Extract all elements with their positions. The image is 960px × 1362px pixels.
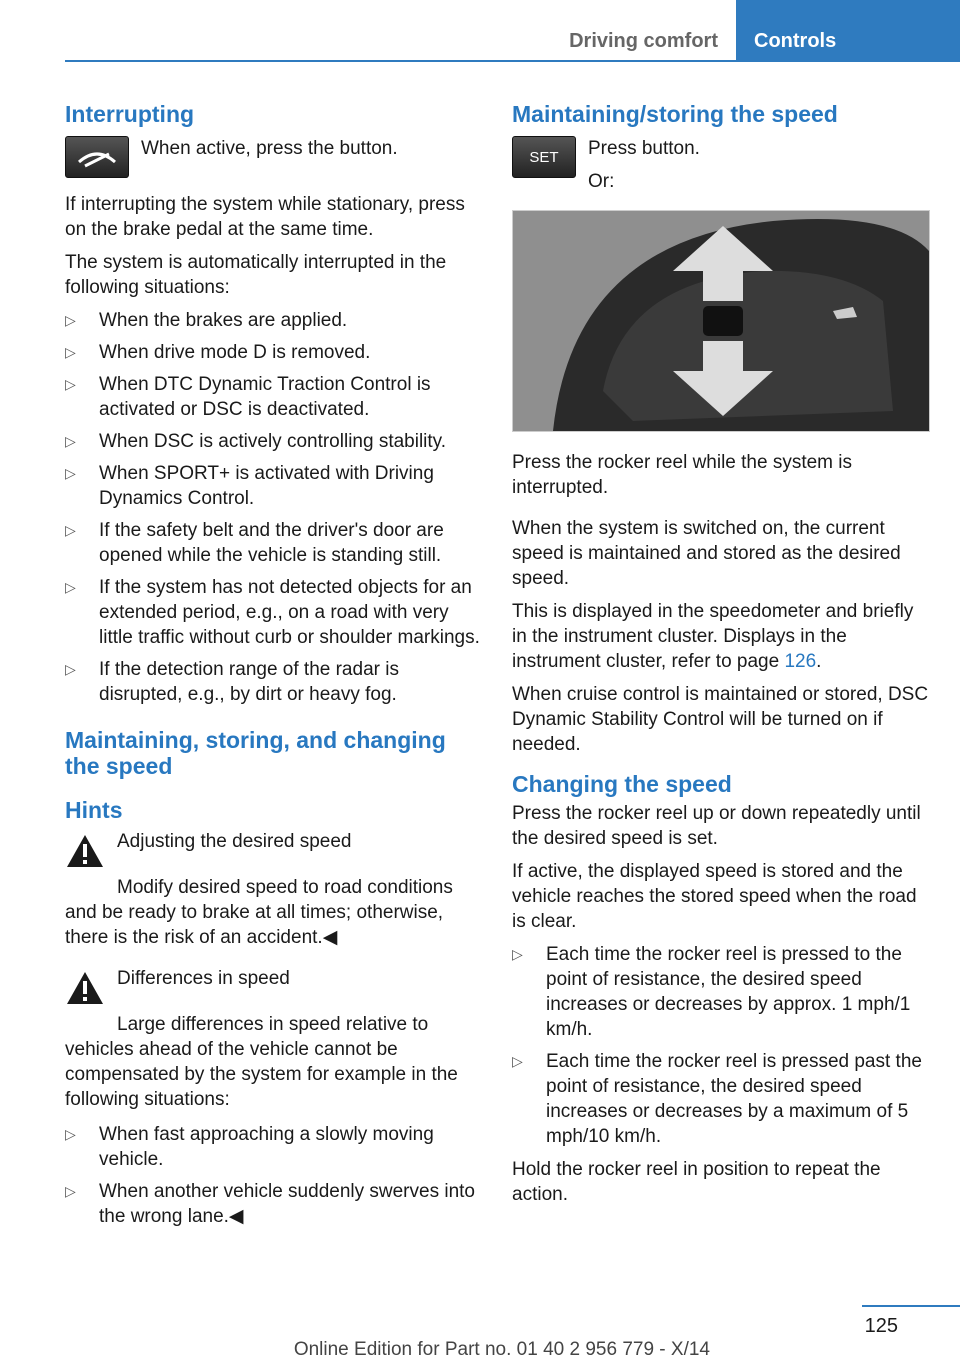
list-item: ▷ When the brakes are applied. [65,310,348,331]
interrupt-button-row [65,136,483,178]
interrupt-list [65,308,483,707]
bullet-icon: ▷ [512,946,523,962]
paragraph: Press the rocker reel while the system is interrupted. [512,452,853,498]
maintaining-heading: Maintaining, storing, and changing the speed [65,727,446,779]
paragraph: This is displayed in the speedometer and briefly in the instrument cluster. Displays in the instrument cluster, refer to page 126. [512,601,914,672]
page-number: 125 [864,1315,898,1337]
set-button-icon: SET [512,136,576,178]
bullet-icon: ▷ [65,579,76,595]
cruise-control-interrupt-icon [65,136,129,178]
list-item: ▷ When fast approaching a slowly moving vehicle. [65,1124,434,1170]
bullet-icon: ▷ [65,661,76,677]
bullet-icon: ▷ [65,376,76,392]
chapter-tab: Controls [736,0,960,62]
section-title: Driving comfort [569,30,718,52]
paragraph: Hold the rocker reel in position to repeat the action. [512,1159,881,1205]
list-item: ▷ If the safety belt and the driver's door are opened while the vehicle is standing still. [65,520,444,566]
warning-title: Adjusting the desired speed [117,831,352,852]
right-column [512,100,930,1215]
paragraph: When cruise control is maintained or stored, DSC Dynamic Stability Control will be turned on if needed. [512,684,929,755]
warning-icon [65,833,105,869]
bullet-icon: ▷ [65,1126,76,1142]
or-text: Or: [588,171,615,192]
bullet-icon: ▷ [65,1183,76,1199]
list-item: ▷ Each time the rocker reel is pressed past the point of resistance, the desired speed increases or decreases by a maximum of 5 mph/10 km/h. [512,1051,922,1147]
list-item: ▷ Each time the rocker reel is pressed to the point of resistance, the desired speed increases or decreases by approx. 1 mph/1 km/h. [512,944,911,1040]
edition-text: Online Edition for Part no. 01 40 2 956 779 - X/14 [293,1339,710,1360]
footer-rule [862,1305,960,1307]
header-rule [65,60,960,62]
changing-heading: Changing the speed [512,771,732,797]
change-speed-list [512,942,930,1149]
bullet-icon: ▷ [65,465,76,481]
list-item: ▷ When SPORT+ is activated with Driving Dynamics Control. [65,463,434,509]
warning-block [65,829,483,869]
speed-difference-list [65,1122,483,1229]
bullet-icon: ▷ [65,312,76,328]
bullet-icon: ▷ [65,433,76,449]
hints-heading: Hints [65,797,123,823]
page-reference-link[interactable]: 126 [784,651,817,672]
list-item: ▷ If the detection range of the radar is disrupted, e.g., by dirt or heavy fog. [65,659,399,705]
interrupting-heading: Interrupting [65,101,195,127]
warning-body: Modify desired speed to road conditions and be ready to brake at all times; otherwise, there is the risk of an accident.◀ [65,877,453,948]
set-button-row [512,136,930,194]
page-header [0,0,960,62]
list-item: ▷ If the system has not detected objects for an extended period, e.g., on a road with very little traffic without curb or shoulder markings. [65,577,480,648]
list-item: ▷ When DSC is actively controlling stability. [65,431,447,452]
list-item: ▷ When DTC Dynamic Traction Control is activated or DSC is deactivated. [65,374,431,420]
warning-icon [65,970,105,1006]
storing-heading: Maintaining/storing the speed [512,101,838,127]
bullet-icon: ▷ [512,1053,523,1069]
bullet-icon: ▷ [65,344,76,360]
paragraph: The system is automatically interrupted in the following situations: [65,252,447,298]
paragraph: When the system is switched on, the current speed is maintained and stored as the desired speed. [512,518,901,589]
warning-title: Differences in speed [117,968,290,989]
warning-body: Large differences in speed relative to vehicles ahead of the vehicle cannot be compensated by the system for example in the following situations: [65,1014,458,1110]
paragraph: If active, the displayed speed is stored and the vehicle reaches the stored speed when the road is clear. [512,861,917,932]
interrupt-icon-text: When active, press the button. [141,138,398,159]
list-item: ▷ When drive mode D is removed. [65,342,371,363]
page-footer [0,1305,960,1362]
paragraph: If interrupting the system while stationary, press on the brake pedal at the same time. [65,194,465,240]
bullet-icon: ▷ [65,522,76,538]
left-column [65,100,483,1237]
steering-wheel-rocker-image [512,210,930,432]
press-button-text: Press button. [588,138,700,159]
list-item: ▷ When another vehicle suddenly swerves into the wrong lane.◀ [65,1181,475,1227]
warning-block [65,966,483,1006]
paragraph: Press the rocker reel up or down repeatedly until the desired speed is set. [512,803,921,849]
